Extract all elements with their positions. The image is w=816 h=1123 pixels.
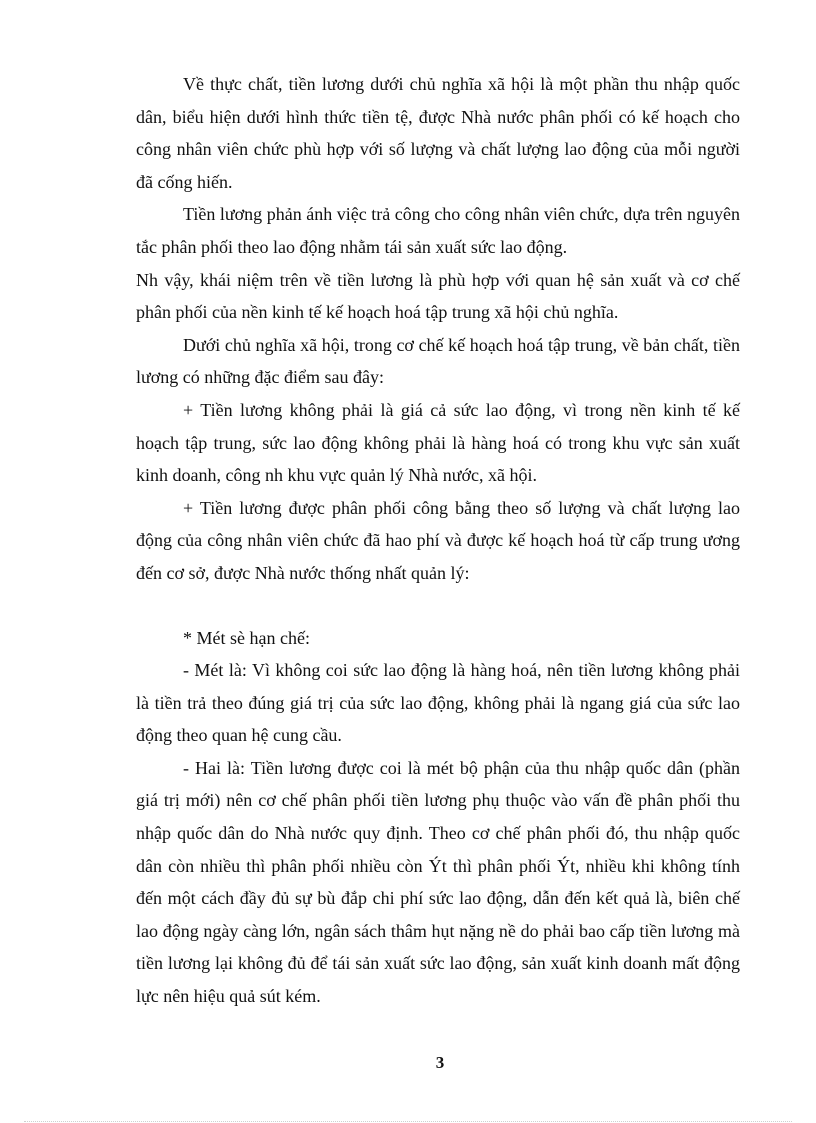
paragraph-essence: Về thực chất, tiền lương dưới chủ nghĩa xã hội là một phần thu nhập quốc dân, biểu hiện dưới hình thức tiền tệ, được Nhà nước phân phối có kế hoạch cho công nhân viên chức phù hợp với số lượng và chất lượng lao động của mỗi người đã cống hiến. [136, 74, 740, 192]
paragraph-wage-reflection: Tiền lương phản ánh việc trả công cho công nhân viên chức, dựa trên nguyên tắc phân phối theo lao động nhằm tái sản xuất sức lao động. [136, 204, 740, 257]
page-number: 3 [435, 1053, 445, 1072]
paragraph-limitation-2: - Hai là: Tiền lương được coi là mét bộ phận của thu nhập quốc dân (phần giá trị mới) nên cơ chế phân phối tiền lương phụ thuộc vào vấn đề phân phối thu nhập quốc dân do Nhà nước quy định. Theo cơ chế phân phối đó, thu nhập quốc dân còn nhiều thì phân phối nhiều còn Ýt thì phân phối Ýt, nhiều khi không tính đến một cách đầy đủ sự bù đắp chi phí sức lao động, dẫn đến kết quả là, biên chế lao động ngày càng lớn, ngân sách thâm hụt nặng nề do phải bao cấp tiền lương mà tiền lương lại không đủ để tái sản xuất sức lao động, sản xuất kinh doanh mất động lực nên hiệu quả sút kém. [136, 757, 740, 1007]
paragraph-characteristic-2: + Tiền lương được phân phối công bằng theo số lượng và chất lượng lao động của công nhân viên chức đã hao phí và được kế hoạch hoá từ cấp trung ương đến cơ sở, được Nhà nước thống nhất quản lý: [136, 497, 740, 583]
page-bottom-divider [24, 1121, 792, 1122]
section-heading-limitations: * Mét sè hạn chế: [183, 627, 310, 648]
paragraph-characteristic-1: + Tiền lương không phải là giá cả sức lao động, vì trong nền kinh tế kế hoạch tập trung, sức lao động không phải là hàng hoá có trong khu vực sản xuất kinh doanh, công nh khu vực quản lý Nhà nước, xã hội. [136, 399, 740, 486]
paragraph-characteristics-intro: Dưới chủ nghĩa xã hội, trong cơ chế kế hoạch hoá tập trung, về bản chất, tiền lương có những đặc điểm sau đây: [136, 334, 740, 388]
paragraph-limitation-1: - Mét là: Vì không coi sức lao động là hàng hoá, nên tiền lương không phải là tiền trả theo đúng giá trị của sức lao động, không phải là ngang giá của sức lao động theo quan hệ cung cầu. [136, 660, 740, 746]
document-body [136, 68, 740, 1013]
paragraph-concept-fit: Nh vậy, khái niệm trên về tiền lương là phù hợp với quan hệ sản xuất và cơ chế phân phối của nền kinh tế kế hoạch hoá tập trung xã hội chủ nghĩa. [136, 269, 740, 323]
